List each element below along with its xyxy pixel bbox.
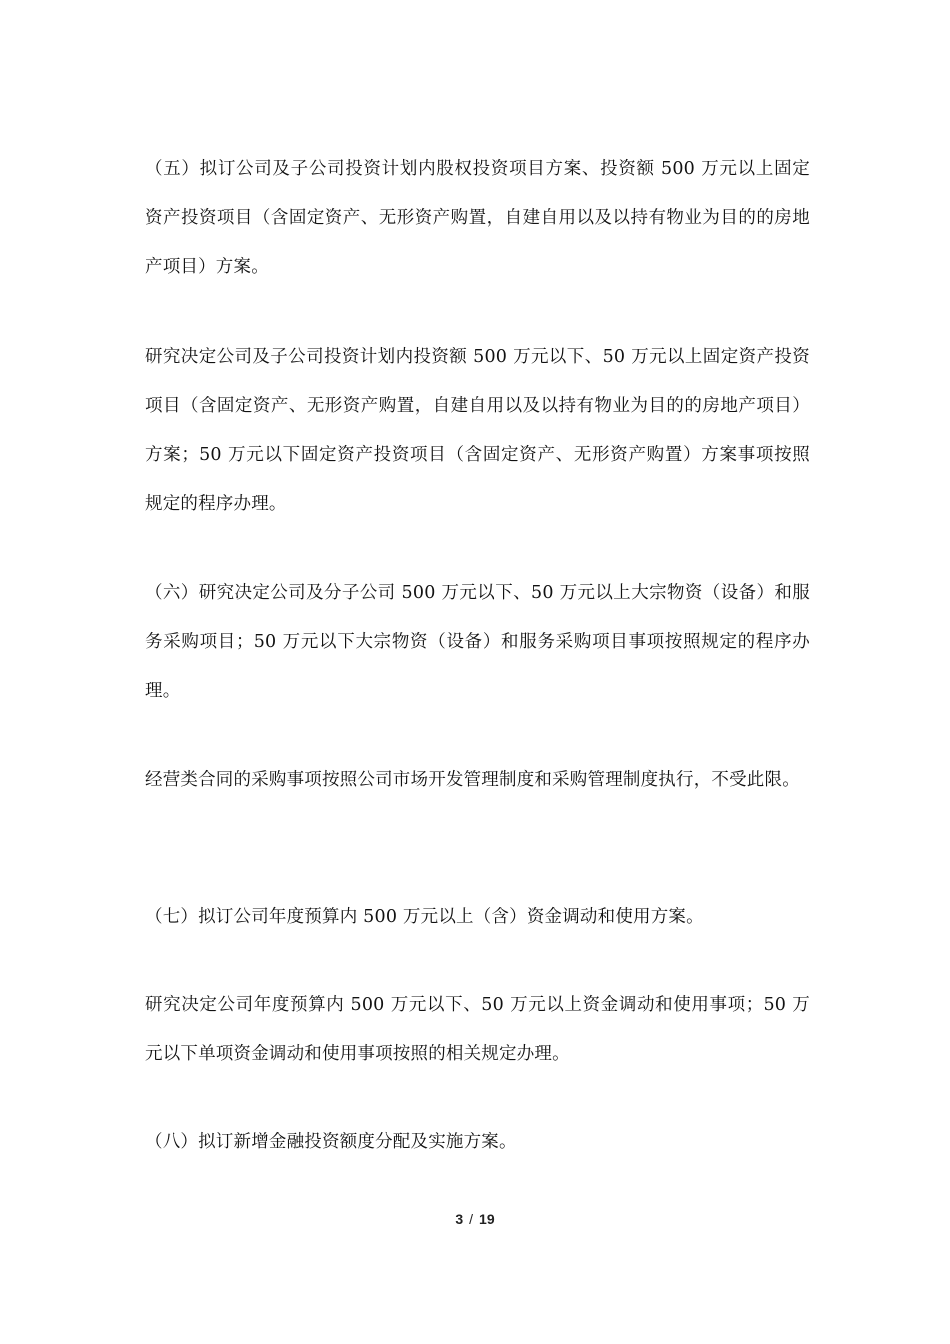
current-page-number: 3 [455, 1211, 464, 1227]
page-number-footer [0, 1211, 950, 1227]
total-pages-number: 19 [479, 1211, 495, 1227]
page-separator: / [469, 1211, 474, 1227]
paragraph: （六）研究决定公司及分子公司 500 万元以下、50 万元以上大宗物资（设备）和服务采购项目；50 万元以下大宗物资（设备）和服务采购项目事项按照规定的程序办理。 [145, 583, 810, 701]
paragraph: 经营类合同的采购事项按照公司市场开发管理制度和采购管理制度执行，不受此限。 [145, 770, 800, 790]
paragraph: 研究决定公司年度预算内 500 万元以下、50 万元以上资金调动和使用事项；50 万元以下单项资金调动和使用事项按照的相关规定办理。 [145, 995, 810, 1064]
paragraph: （五）拟订公司及子公司投资计划内股权投资项目方案、投资额 500 万元以上固定资产投资项目（含固定资产、无形资产购置，自建自用以及以持有物业为目的的房地产项目）方案。 [145, 159, 810, 277]
paragraph: 研究决定公司及子公司投资计划内投资额 500 万元以下、50 万元以上固定资产投资项目（含固定资产、无形资产购置，自建自用以及以持有物业为目的的房地产项目）方案；50 万元以下固定资产投资项目（含固定资产、无形资产购置）方案事项按照规定的程序办理。 [145, 347, 810, 514]
paragraph: （八）拟订新增金融投资额度分配及实施方案。 [145, 1132, 517, 1152]
paragraph: （七）拟订公司年度预算内 500 万元以上（含）资金调动和使用方案。 [145, 907, 704, 927]
